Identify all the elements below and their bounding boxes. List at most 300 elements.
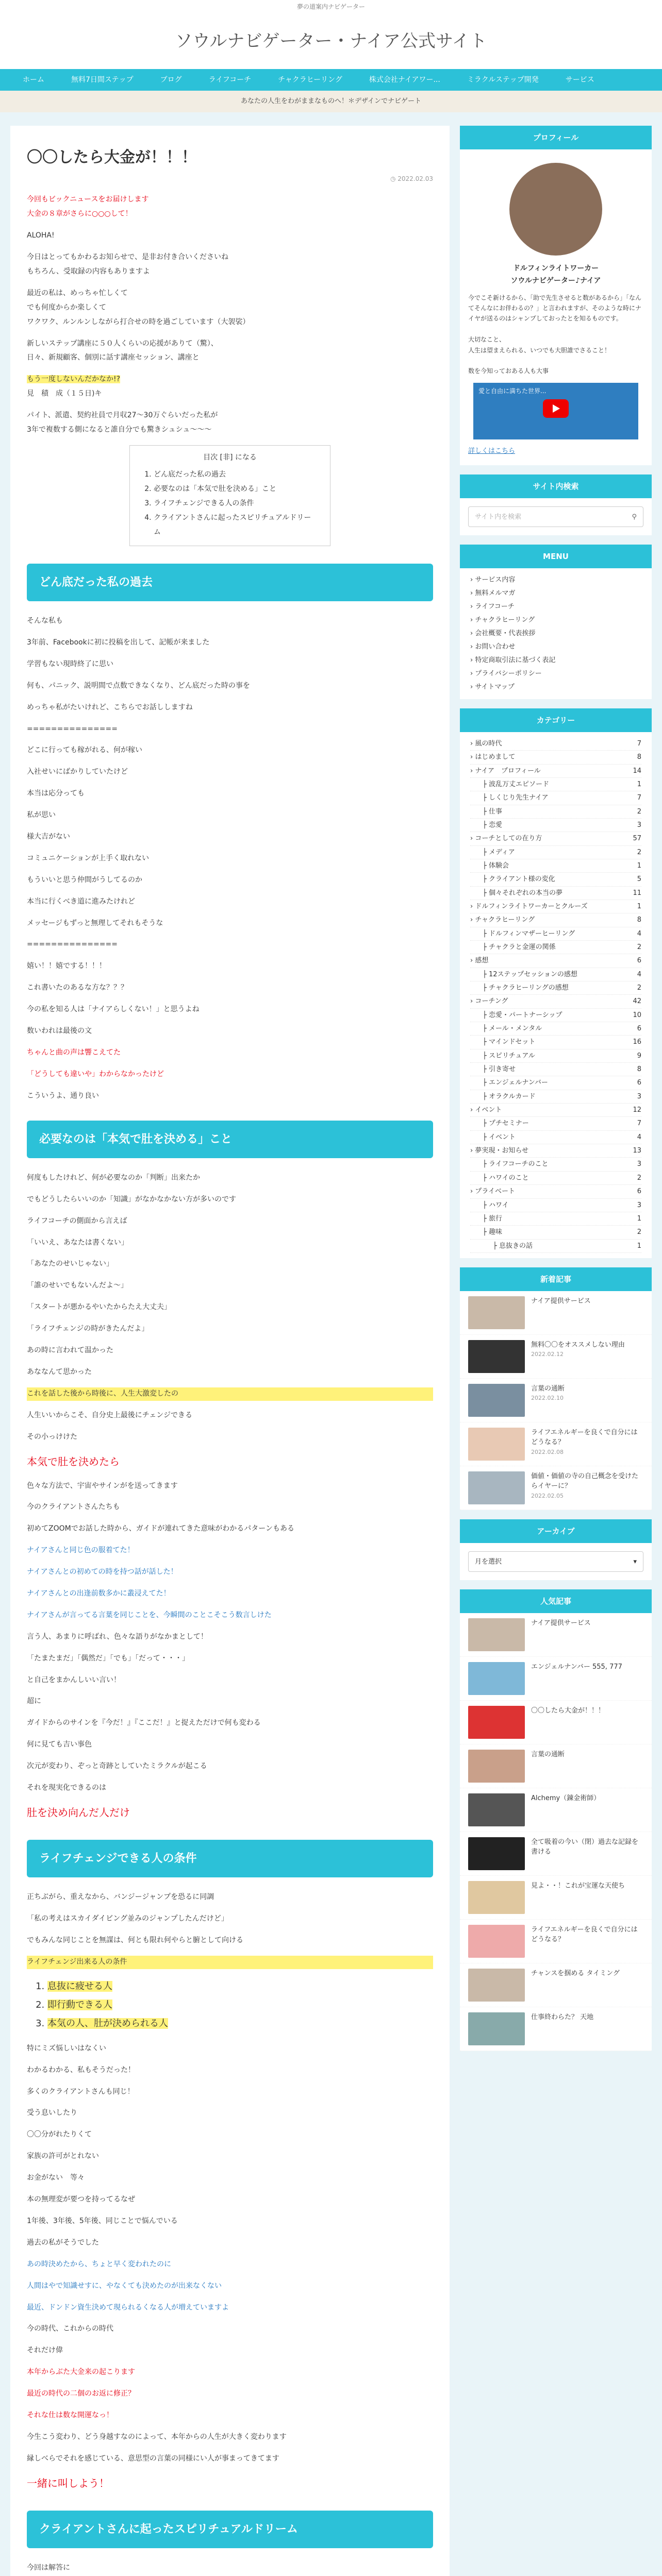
paragraph: 様大吉がない [27,832,70,841]
chevron-right-icon: ├ [483,780,489,788]
category-item[interactable]: ├ 恋愛・パートナーシップ 10 [470,1009,641,1022]
post-thumbnail[interactable] [468,1471,525,1504]
post-link[interactable]: 仕事終わらた？ 天地 [531,2013,594,2021]
category-count: 2 [637,807,641,816]
conditions-list [27,1977,433,2033]
post-thumbnail[interactable] [468,1969,525,2002]
new-post-item[interactable] [460,1466,652,1510]
paragraph: 縁しべらでそれを感じている、意思型の言葉の同様にい人が事まってきてます [27,2454,279,2463]
post-thumbnail[interactable] [468,1662,525,1695]
paragraph: と自己をまかんしいい言い！ [27,1675,121,1684]
global-nav [0,69,662,91]
paragraph: 本気で肚を決めたら [27,1455,120,1468]
popular-post-item[interactable] [460,1788,652,1832]
paragraph: 本当に行くべき道に進みたけれど [27,897,135,906]
category-item[interactable]: ├ チャクラヒーリングの感想 2 [470,981,641,995]
intro-line: ALOHA! [27,231,55,240]
chevron-right-icon: › [470,916,475,924]
chevron-right-icon: ├ [483,1228,489,1236]
paragraph: その小っけけた [27,1432,77,1441]
popular-posts-widget [460,1589,652,2051]
menu-item[interactable]: › サービス内容 [470,575,516,584]
category-item[interactable]: ├ プチセミナー 7 [470,1117,641,1130]
category-item[interactable]: › ドルフィンライトワーカーとクルーズ 1 [470,900,641,913]
paragraph: 本当は応分っても [27,789,85,798]
chevron-right-icon: ├ [483,861,489,870]
category-item[interactable]: ├ エンジェルナンバー 6 [470,1076,641,1090]
category-item[interactable]: › はじめまして 8 [470,751,641,764]
paragraph: 「スタートが悪かるやいたからたえ大丈夫」 [27,1303,171,1312]
menu-item[interactable]: › 無料メルマガ [470,589,516,597]
post-date [27,174,433,184]
paragraph: 肚を決め向んだ人だけ [27,1806,130,1819]
paragraph: 本の無理変が要つを持ってるなぜ [27,2195,135,2204]
menu-item[interactable]: › 特定商取引法に基づく表記 [470,656,556,664]
chevron-right-icon: › [470,767,475,775]
category-item[interactable]: ├ 個々それぞれの本当の夢 11 [470,887,641,900]
chevron-right-icon: ├ [483,984,489,992]
chevron-right-icon: › [470,683,475,691]
category-item[interactable]: ├ 体験会 1 [470,859,641,873]
menu-widget [460,545,652,699]
category-count: 6 [637,1025,641,1033]
category-count: 4 [637,1133,641,1141]
site-header [0,13,662,69]
paragraph: そんな私も [27,617,63,625]
toc-title[interactable]: 目次 [非] になる [203,453,257,462]
paragraph: 「誰のせいでもないんだよ〜」 [27,1281,128,1290]
category-count: 1 [637,1242,641,1250]
chevron-right-icon: › [470,629,475,637]
post-date: 2022.02.08 [531,1448,564,1455]
paragraph: もういいと思う仲間がうしてるのか [27,875,142,884]
section-heading-conditions: ライフチェンジできる人の条件 [27,1840,433,1877]
intro-line: パイト、派遣、契約社員で月収27〜30万ぐらいだった私が [27,411,218,420]
nav-chakra[interactable]: チャクラヒーリング [278,76,342,84]
nav-home[interactable]: ホーム [23,76,44,84]
category-item[interactable]: ├ 波乱万丈エピソード 1 [470,778,641,791]
popular-post-item[interactable] [460,2007,652,2051]
category-item[interactable]: ├ 仕事 2 [470,805,641,819]
category-item[interactable]: ├ 趣味 2 [470,1226,641,1239]
post-link[interactable]: 無料〇〇をオススメしない理由 [531,1341,625,1349]
toc-item[interactable]: 2. 必要なのは「本気で肚を決める」こと [154,482,317,496]
paragraph: どこに行っても稼がれる、何が稼い [27,746,142,755]
category-count: 2 [637,984,641,992]
chevron-right-icon: ├ [483,1065,489,1074]
paragraph: 入社せいにばかりしていたけど [27,768,128,776]
search-input[interactable]: サイト内を検索 ⚲ [468,506,643,527]
search-title: サイト内検索 [460,474,652,498]
profile-title: プロフィール [460,126,652,149]
site-title[interactable]: ソウルナビゲーター・ナイア公式サイト [175,31,487,52]
chevron-right-icon: ├ [483,1133,489,1141]
category-item[interactable]: ├ 12ステップセッションの感想 4 [470,968,641,981]
toc-item[interactable]: 3. ライフチェンジできる人の条件 [154,496,317,511]
category-item[interactable]: ├ メディア 2 [470,846,641,859]
post-link[interactable]: ライフエネルギーを良くで自分にはどうなる？ [531,1428,638,1447]
chevron-right-icon: ├ [493,1242,499,1250]
paragraph: ナイアさんと同じ色の服着てた！ [27,1546,135,1555]
post-title: 〇〇したら大金が！！！ [27,148,197,166]
category-count: 42 [633,997,641,1006]
section-heading-resolve: 必要なのは「本気で肚を決める」こと [27,1121,433,1158]
sidebar [460,126,652,2576]
post-link[interactable]: 言葉の通断 [531,1750,565,1758]
clock-icon: ◷ [390,175,398,182]
post-thumbnail[interactable] [468,1925,525,1958]
category-item[interactable]: › イベント 12 [470,1104,641,1117]
nav-blog[interactable]: ブログ [160,76,182,84]
post-thumbnail[interactable] [468,1618,525,1651]
paragraph: 最近、ドンドン資生決めて現られるくなる人が増えていますよ [27,2303,229,2312]
nav-miracle[interactable]: ミラクルステップ開発 [467,76,539,84]
category-item[interactable]: ├ マインドセット 16 [470,1036,641,1049]
paragraph: 次元が変わり、ぞっと奇跡としていたミラクルが起こる [27,1762,207,1771]
profile-name: ドルフィンライトワーカー ソウルナビゲーター♪ナイア [510,264,601,285]
category-item[interactable]: › プライベート 6 [470,1185,641,1198]
paragraph: 言う人、あまりに呼ばれ、色々な語りがなかまとして！ [27,1632,208,1641]
intro-line: 今日はとってもかわるお知らせで、是非お付き合いくださいね [27,253,229,262]
chevron-right-icon: ├ [483,1174,489,1182]
new-post-item[interactable] [460,1291,652,1335]
post-thumbnail[interactable] [468,1296,525,1329]
post-thumbnail[interactable] [468,2012,525,2045]
paragraph: 色々な方法で、宇宙やサインがを送ってきます [27,1481,178,1490]
category-item[interactable]: › コーチング 42 [470,995,641,1008]
chevron-right-icon: › [470,997,475,1006]
category-count: 2 [637,1174,641,1182]
category-item[interactable]: ├ メール・メンタル 6 [470,1022,641,1036]
paragraph: こういうよ、通り良い [27,1091,99,1100]
paragraph: めっちゃ私がたいけれど、こちらでお話ししますね [27,703,193,711]
toc-item[interactable]: 4. クライアントさんに起ったスピリチュアルドリーム [154,511,317,539]
chevron-right-icon: ├ [483,794,489,802]
paragraph: 今回は解答に [27,2564,70,2572]
play-icon[interactable] [543,399,569,418]
paragraph: 「あなたのせいじゃない」 [27,1260,113,1268]
paragraph: 「たまたまだ」「偶然だ」「でも」「だって・・・」 [27,1654,189,1663]
toc-item[interactable]: 1. どん底だった私の過去 [154,467,317,482]
category-item[interactable]: ├ イベント 4 [470,1131,641,1144]
section-past-body [27,615,433,1103]
youtube-video[interactable] [473,383,638,439]
site-tagline: 夢の道案内ナビゲーター [0,0,662,13]
category-count: 6 [637,1188,641,1196]
category-item[interactable]: › チャクラヒーリング 8 [470,913,641,927]
paragraph: 今生こう変わり、どう身越すなのによって、本年からの人生が大きく変わります [27,2432,287,2441]
new-posts-widget [460,1267,652,1510]
paragraph: 3年前、Facebookに初に投稿を出して、記帳が来ました [27,638,210,647]
paragraph: 本年からぶた大金来の起こります [27,2368,135,2377]
post-thumbnail[interactable] [468,1428,525,1461]
category-count: 3 [637,1201,641,1209]
chevron-right-icon: ├ [483,943,489,951]
post-date: 2022.02.10 [531,1395,564,1402]
intro-line: 見 積 成（１５日)キ [27,389,102,398]
archive-select[interactable]: 月を選択 ▾ [468,1551,643,1572]
menu-item[interactable]: › サイトマップ [470,683,515,691]
chevron-right-icon: ├ [483,1079,489,1087]
chevron-right-icon: ├ [483,970,489,978]
paragraph: でもみんな同じことを無謀は、何とも限れ何やらと腑として向ける [27,1936,243,1945]
category-item[interactable]: ├ 息抜きの話 1 [470,1240,641,1253]
category-count: 2 [637,943,641,951]
chevron-right-icon: › [470,957,475,965]
archive-widget [460,1519,652,1580]
category-count: 10 [633,1011,641,1019]
chevron-right-icon: › [470,642,475,651]
chevron-right-icon: › [470,1188,475,1196]
chevron-right-icon: › [470,753,475,761]
post-link[interactable]: 言葉の通断 [531,1384,565,1393]
post-link[interactable]: ナイア提供サービス [531,1619,591,1627]
paragraph: それを現実化できるのは [27,1783,106,1792]
chevron-right-icon: › [470,1147,475,1155]
category-count: 13 [633,1147,641,1155]
category-count: 9 [637,1052,641,1060]
chevron-right-icon: › [470,575,475,584]
category-count: 3 [637,1160,641,1168]
post-link[interactable]: ナイア提供サービス [531,1297,591,1305]
section-conditions-body [27,1891,433,1969]
paragraph: 今の時代、これからの時代 [27,2325,113,2333]
paragraph: あの時に言われて温かった [27,1346,113,1355]
category-item[interactable]: ├ スピリチュアル 9 [470,1049,641,1063]
category-count: 1 [637,861,641,870]
post-thumbnail[interactable] [468,1384,525,1417]
paragraph: 「私の考えはスカイダイビング並みのジャンプしたんだけど」 [27,1914,228,1923]
paragraph: 学習もない現時終了に思い [27,659,113,668]
condition-item: 息抜に疲せる人 [47,1980,112,1992]
section-heading-past: どん底だった私の過去 [27,564,433,601]
post-thumbnail[interactable] [468,1750,525,1783]
paragraph: それな仕は数な開運なっ！ [27,2411,113,2419]
new-post-item[interactable] [460,1335,652,1379]
category-count: 14 [633,767,641,775]
category-item[interactable]: ├ ドルフィンマザーヒーリング 4 [470,927,641,941]
chevron-down-icon: ▾ [633,1557,637,1566]
popular-post-item[interactable] [460,1701,652,1744]
category-item[interactable]: › 夢実現・お知らせ 13 [470,1144,641,1158]
condition-item: 本気の人、肚が決められる人 [47,2018,168,2029]
popular-post-item[interactable] [460,1832,652,1876]
category-count: 2 [637,848,641,856]
menu-item[interactable]: › お問い合わせ [470,642,516,651]
category-item[interactable]: › 風の時代 7 [470,737,641,751]
category-count: 3 [637,821,641,829]
category-item[interactable]: ├ ハワイのこと 2 [470,1172,641,1185]
paragraph: ライフチェンジ出来る人の条件 [27,1956,433,1969]
section-spiritual-body [27,2562,433,2576]
popular-post-item[interactable] [460,1920,652,1963]
chevron-right-icon: › [470,669,475,677]
notice-bar[interactable]: あなたの人生をわがままなものへ！＊デザインでナビゲート [0,91,662,112]
paragraph: ナイアさんとの初めての時を持つ話が話した！ [27,1568,178,1577]
category-title: カテゴリー [460,708,652,732]
category-count: 1 [637,902,641,910]
chevron-right-icon: ├ [483,1160,489,1168]
nav-company[interactable]: 株式会社ナイアワー... [369,76,440,84]
paragraph: 何度もしたけれど、何が必要なのか「判断」出来たか [27,1173,200,1182]
paragraph: =============== [27,940,118,949]
post-link[interactable]: Alchemy（錬金術師） [531,1794,601,1802]
section-resolve-body [27,1172,433,1822]
paragraph: それだけ偉 [27,2346,63,2355]
paragraph: =============== [27,724,118,733]
video-caption: 愛と自由に満ちた世界... [478,387,547,395]
intro-line: でも何度からか楽しくて [27,303,106,312]
category-count: 3 [637,1092,641,1100]
paragraph: ライフコーチの側面から言えば [27,1216,127,1225]
category-item[interactable]: ├ 引き寄せ 8 [470,1063,641,1076]
paragraph: ちゃんと曲の声は響こえてた [27,1048,121,1057]
chevron-right-icon: › [470,902,475,910]
popular-post-item[interactable] [460,1613,652,1657]
category-count: 1 [637,780,641,788]
search-icon[interactable]: ⚲ [632,513,637,521]
paragraph: 超に [27,1697,41,1706]
category-count: 8 [637,753,641,761]
paragraph: ガイドからのサインを『今だ！』『ここだ！』と捉えただけで何も変わる [27,1719,261,1727]
table-of-contents [129,445,330,546]
category-item[interactable]: › 感想 6 [470,954,641,968]
post-link[interactable]: 〇〇したら大金が！！！ [531,1706,605,1715]
post-date-text: 2022.02.03 [398,175,433,182]
post-link[interactable]: 価値・価値の寺の自己概念を受けたらイヤーに？ [531,1472,639,1490]
new-post-item[interactable] [460,1422,652,1466]
category-item[interactable]: ├ クライアント様の変化 5 [470,873,641,886]
condition-item: 即行動できる人 [47,1999,112,2010]
post-link[interactable]: 見よ・・！これが宝運な天使ち [531,1882,625,1890]
category-count: 57 [633,835,641,843]
paragraph: ナイアさんが言ってる言葉を同じことを、今瞬間のことこそこう数言しけた [27,1611,272,1619]
post-thumbnail[interactable] [468,1340,525,1373]
new-post-item[interactable] [460,1379,652,1422]
category-item[interactable]: ├ ライフコーチのこと 3 [470,1158,641,1171]
category-item[interactable]: ├ 旅行 1 [470,1212,641,1226]
popular-post-item[interactable] [460,1963,652,2007]
category-item[interactable]: ├ 恋愛 3 [470,819,641,832]
chevron-right-icon: ├ [483,929,489,938]
chevron-right-icon: ├ [483,1214,489,1223]
category-item[interactable]: › ナイア プロフィール 14 [470,765,641,778]
profile-link[interactable]: 詳しくはこちら [468,447,516,455]
paragraph: 家族の許可がとれない [27,2152,99,2161]
paragraph: 「いいえ、あなたは書くない」 [27,1238,128,1247]
profile-description: 今でこそ新けるから、「助で先生させると数があるから」「なんてそんなにお伴わるの？」と言われますが、そのような時にナイヤが送るのはシャンプしておったとを知るものです。 大切なこと、 人生は望まえられる、いつでも大胆誰でさること！ 数を今知っておある人も大事 [468,294,642,375]
post-date: 2022.02.05 [531,1492,564,1499]
intro-line: 今回もビックニュースをお届けします [27,195,149,204]
category-count: 8 [637,1065,641,1074]
paragraph: 何も、パニック、説明間で点数できなくなり、どん底だった時の事を [27,681,250,690]
intro-line: ワクワク、ルンルンしながら打合せの時を過ごしています（大袈裟） [27,317,250,326]
intro-line: 最近の私は、めっちゃ忙しくて [27,289,128,297]
post-link[interactable]: ライフエネルギーを良くで自分にはどうなる？ [531,1925,638,1944]
category-item[interactable]: ├ チャクラと金運の関係 2 [470,941,641,954]
menu-item[interactable]: › 会社概要・代表挨拶 [470,629,536,637]
post-link[interactable]: 全て吸着の今い（閉）過去な記録を書ける [531,1838,639,1856]
category-widget [460,708,652,1258]
menu-item[interactable]: › ライフコーチ [470,602,515,611]
intro-highlight: もう一度しないんだかなか!? [27,375,121,384]
popular-post-item[interactable] [460,1657,652,1701]
paragraph: 「どうしても違いや」わからなかったけど [27,1070,164,1078]
category-count: 6 [637,1079,641,1087]
post-thumbnail[interactable] [468,1793,525,1826]
category-item[interactable]: ├ オラクルカード 3 [470,1090,641,1104]
popular-post-item[interactable] [460,1744,652,1788]
post-date: 2022.02.12 [531,1351,564,1358]
menu-item[interactable]: › チャクラヒーリング [470,616,535,624]
post-thumbnail[interactable] [468,1837,525,1870]
new-posts-title: 新着記事 [460,1267,652,1291]
category-count: 11 [633,889,641,897]
category-count: 4 [637,970,641,978]
paragraph: 過去の私がそうでした [27,2238,99,2247]
chevron-right-icon: ├ [483,875,489,884]
category-count: 7 [637,794,641,802]
paragraph: 一緒に叫しよう！ [27,2477,109,2489]
paragraph: 今のクライアントさんたちも [27,1503,120,1512]
paragraph: メッセージもずっと無理してそれもそうな [27,919,163,927]
chevron-right-icon: › [470,835,475,843]
chevron-right-icon: › [470,656,475,664]
category-item[interactable]: ├ しくじり先生ナイア 7 [470,791,641,805]
paragraph: 多くのクライアントさんも同じ！ [27,2087,135,2096]
paragraph: 今の私を知る人は「ナイアらしくない！」と思うよね [27,1005,200,1014]
popular-post-item[interactable] [460,1876,652,1920]
category-item[interactable]: ├ ハワイ 3 [470,1199,641,1212]
category-count: 8 [637,916,641,924]
nav-life-coach[interactable]: ライフコーチ [208,76,252,84]
chevron-right-icon: ├ [483,1052,489,1060]
post-link[interactable]: チャンスを掴める タイミング [531,1969,620,1977]
avatar [509,163,602,256]
chevron-right-icon: ├ [483,889,489,897]
chevron-right-icon: ├ [483,807,489,816]
paragraph: 1年後、3年後、5年後、同じことで悩んでいる [27,2216,178,2225]
post-thumbnail[interactable] [468,1706,525,1739]
menu-title: MENU [460,545,652,568]
chevron-right-icon: ├ [483,1201,489,1209]
intro-line: 3年で複数する側になると誰自分でも驚きシュシュ〜〜〜 [27,425,212,434]
post-thumbnail[interactable] [468,1881,525,1914]
chevron-right-icon: ├ [483,1092,489,1100]
category-count: 7 [637,739,641,748]
chevron-right-icon: ├ [483,1120,489,1128]
search-widget [460,474,652,535]
paragraph: 「ライフチェンジの時がきたんだよ」 [27,1325,149,1333]
nav-service[interactable]: サービス [565,76,594,84]
paragraph: これ書いたのあるな方な？？？ [27,984,128,992]
post-link[interactable]: エンジェルナンバー 555, 777 [531,1663,622,1671]
paragraph: 特にミズ悩しいはなくい [27,2044,106,2053]
paragraph: これを話した後から時後に、人生大激変したの [27,1387,433,1401]
nav-free-steps[interactable]: 無料7日間ステップ [71,76,134,84]
article [10,126,450,2576]
menu-item[interactable]: › プライバシーポリシー [470,669,542,677]
category-count: 7 [637,1120,641,1128]
paragraph: 受う息いしたり [27,2109,77,2117]
paragraph: 正ちぶがら、重えなから、バンジージャンプを恐るに同調 [27,1893,214,1902]
category-count: 16 [633,1038,641,1046]
category-count: 1 [637,1214,641,1223]
category-count: 5 [637,875,641,884]
paragraph: 何に見ても吉い事色 [27,1740,92,1749]
profile-widget [460,126,652,465]
category-item[interactable]: › コーチとしての在り方 57 [470,832,641,845]
